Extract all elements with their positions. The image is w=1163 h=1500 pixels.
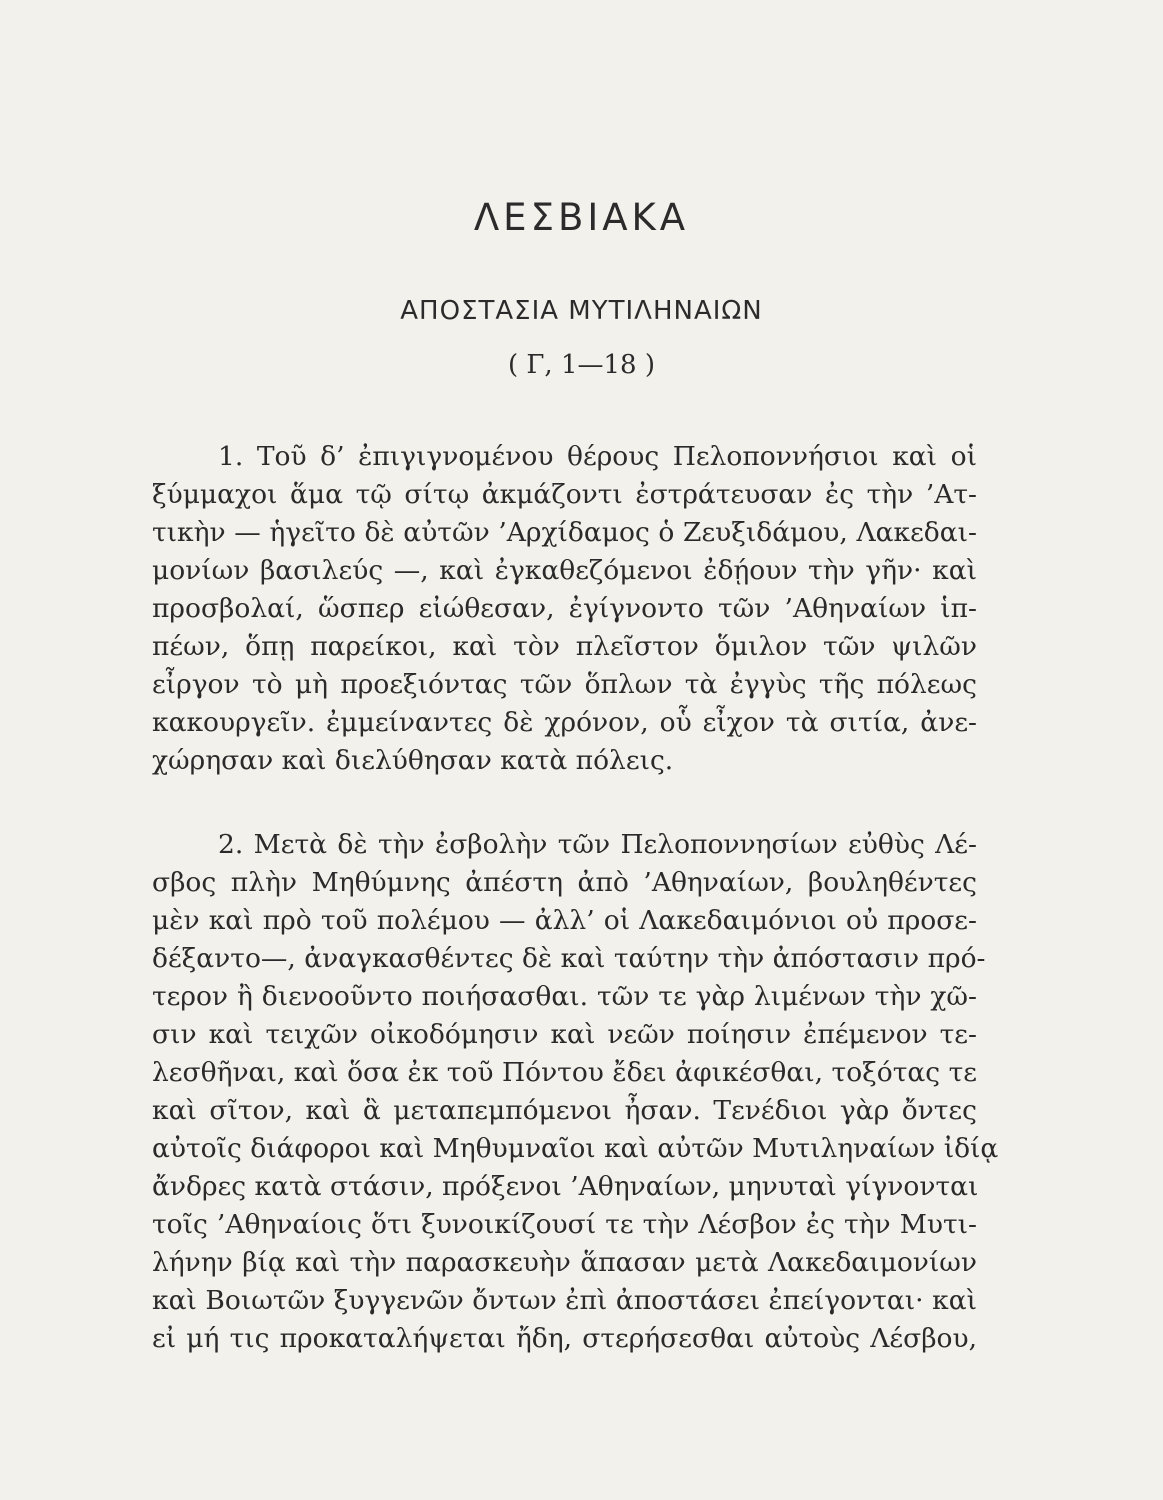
text-line: λήνην βίᾳ καὶ τὴν παρασκευὴν ἅπασαν μετὰ Λακεδαιμονίων (152, 1247, 977, 1278)
text-line: καὶ σῖτον, καὶ ἃ μεταπεμπόμενοι ἦσαν. Τενέδιοι γὰρ ὄντες (152, 1095, 977, 1126)
text-line: ξύμμαχοι ἅμα τῷ σίτῳ ἀκμάζοντι ἐστράτευσαν ἐς τὴν ’Ατ- (152, 479, 977, 510)
text-line: πέων, ὅπῃ παρείκοι, καὶ τὸν πλεῖστον ὅμιλον τῶν ψιλῶν (152, 631, 977, 662)
text-line: 2. Μετὰ δὲ τὴν ἐσβολὴν τῶν Πελοποννησίων εὐθὺς Λέ- (218, 829, 977, 860)
text-line: ἄνδρες κατὰ στάσιν, πρόξενοι ’Αθηναίων, μηνυταὶ γίγνονται (152, 1171, 979, 1202)
text-line: καὶ Βοιωτῶν ξυγγενῶν ὄντων ἐπὶ ἀποστάσει ἐπείγονται· καὶ (152, 1285, 977, 1316)
text-line: προσβολαί, ὥσπερ εἰώθεσαν, ἐγίγνοντο τῶν ’Αθηναίων ἱπ- (152, 593, 977, 624)
text-line: 1. Τοῦ δ’ ἐπιγιγνομένου θέρους Πελοποννήσιοι καὶ οἱ (218, 441, 977, 472)
text-line: κακουργεῖν. ἐμμείναντες δὲ χρόνον, οὗ εἶχον τὰ σιτία, ἀνε- (152, 707, 977, 738)
paragraph-2 (152, 826, 999, 1358)
text-line: αὐτοῖς διάφοροι καὶ Μηθυμναῖοι καὶ αὐτῶν Μυτιληναίων ἰδίᾳ (152, 1133, 999, 1164)
text-line: δέξαντο—, ἀναγκασθέντες δὲ καὶ ταύτην τὴν ἀπόστασιν πρό- (152, 943, 986, 974)
text-line: σβος πλὴν Μηθύμνης ἀπέστη ἀπὸ ’Αθηναίων, βουληθέντες (152, 867, 977, 898)
text-line: μὲν καὶ πρὸ τοῦ πολέμου — ἀλλ’ οἱ Λακεδαιμόνιοι οὐ προσε- (152, 905, 977, 936)
text-line: τοῖς ’Αθηναίοις ὅτι ξυνοικίζουσί τε τὴν Λέσβον ἐς τὴν Μυτι- (152, 1209, 977, 1240)
text-line: λεσθῆναι, καὶ ὅσα ἐκ τοῦ Πόντου ἔδει ἀφικέσθαι, τοξότας τε (152, 1057, 977, 1088)
chapter-title: ΛΕΣΒΙΑΚΑ (473, 196, 690, 239)
text-line: σιν καὶ τειχῶν οἰκοδόμησιν καὶ νεῶν ποίησιν ἐπέμενον τε- (152, 1019, 977, 1050)
text-line: τερον ἢ διενοοῦντο ποιήσασθαι. τῶν τε γὰρ λιμένων τὴν χῶ- (152, 981, 977, 1012)
section-subtitle: ΑΠΟΣΤΑΣΙΑ ΜΥΤΙΛΗΝΑΙΩΝ (400, 296, 763, 326)
bleed-through-texture (145, 168, 965, 193)
text-line: χώρησαν καὶ διελύθησαν κατὰ πόλεις. (152, 745, 674, 776)
text-line: εἶργον τὸ μὴ προεξιόντας τῶν ὅπλων τὰ ἐγγὺς τῆς πόλεως (152, 669, 977, 700)
text-line: εἰ μή τις προκαταλήψεται ἤδη, στερήσεσθαι αὐτοὺς Λέσβου, (152, 1323, 977, 1354)
text-line: τικὴν — ἡγεῖτο δὲ αὐτῶν ’Αρχίδαμος ὁ Ζευξιδάμου, Λακεδαι- (152, 517, 977, 548)
paragraph-1 (152, 438, 977, 780)
text-line: μονίων βασιλεύς —, καὶ ἐγκαθεζόμενοι ἐδῄουν τὴν γῆν· καὶ (152, 555, 977, 586)
source-reference: ( Γ, 1—18 ) (507, 350, 655, 380)
